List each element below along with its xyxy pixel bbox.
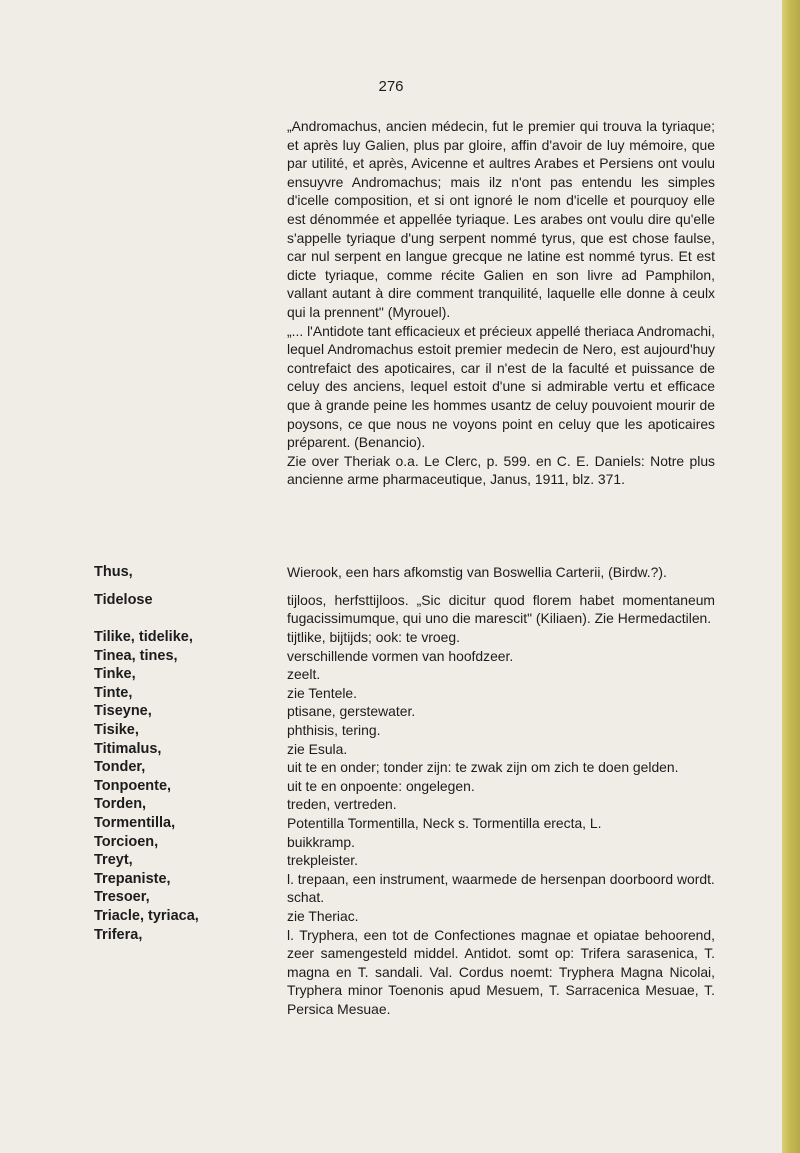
entry-definition: zie Tentele. [287,684,358,701]
entry-definition: Potentilla Tormentilla, Neck s. Tormentilla erecta, L. [287,815,602,832]
glossary-entry [94,591,734,628]
entry-term: Trifera, [94,926,143,943]
entry-term: Torcioen, [94,833,159,850]
glossary-entry [94,795,734,814]
glossary-entry [94,926,734,1019]
entry-term: Triacle, tyriaca, [94,907,199,924]
entry-term: Tidelose [94,591,153,608]
entry-definition: uit te en onpoente: ongelegen. [287,777,475,794]
entry-definition: buikkramp. [287,833,355,850]
entry-definition: zie Theriac. [287,907,359,924]
entry-term: Torden, [94,796,147,813]
entry-term: Tinke, [94,666,136,683]
reference-note: Zie over Theriak o.a. Le Clerc, p. 599. en C. E. Daniels: Notre plus ancienne arme pharmaceutique, Janus, 1911, blz. 371. [287,452,715,488]
entry-definition: zeelt. [287,666,321,683]
entry-term: Treyt, [94,852,133,869]
entry-term: Tinea, tines, [94,647,178,664]
entry-definition: tijloos, herfsttijloos. „Sic dicitur quod florem habet momentaneum fugacissimumque, qui uno die marescit" (Kiliaen). Zie Hermedactilen. [287,591,715,627]
glossary-entry [94,665,734,684]
glossary-entry [94,833,734,852]
glossary-entry [94,563,734,582]
entry-definition: trekpleister. [287,852,359,869]
entry-term: Thus, [94,564,133,580]
page-number: 276 [378,78,404,95]
quote-benancio: „... l'Antidote tant efficacieux et précieux appellé theriaca Andromachi, lequel Andromachus estoit premier medecin de Nero, est aujourd'huy contrefaict des apoticaires, car il n'est de la faculté et puissance de celuy des anciens, lequel estoit d'une si admirable vertu et efficace que à grande peine les hommes usantz de celuy pouvoient mourir de poysons, ce que nous ne voyons point en celuy que les apoticaires préparent. (Benancio). [287,322,715,451]
glossary-entry [94,814,734,833]
glossary-entry [94,758,734,777]
quote-myrouel: „Andromachus, ancien médecin, fut le premier qui trouva la tyriaque; et après luy Galien, plus par gloire, affin d'avoir de luy mémoire, que par utilité, et après, Avicenne et aultres Arabes et Persiens ont voulu ensuyvre Andromachus; mais ilz n'ont pas entendu les simples d'icelle composition, et si ont ignoré le nom d'icelle et pourquoy elle est dénommée et appellée tyriaque. Les arabes ont voulu dire qu'elle s'appelle tyriaque d'ung serpent nommé tyrus, que est chose faulse, car nul serpent en langue grecque ne latine est nommé tyrus. Et est dicte tyriaque, comme récite Galien en son livre ad Pamphilon, vallant autant à dire comment tranquilité, laquelle elle donne à ceulx qui la prennent" (Myrouel). [287,118,715,320]
entry-term: Titimalus, [94,740,162,757]
entry-definition: ptisane, gerstewater. [287,703,416,720]
glossary-entry [94,888,734,907]
entry-definition: phthisis, tering. [287,722,381,739]
entry-term: Tonder, [94,759,146,776]
glossary-entry [94,628,734,647]
page-edge-binding [782,0,800,1153]
entry-definition: zie Esula. [287,740,348,757]
entry-definition: verschillende vormen van hoofdzeer. [287,647,514,664]
entry-term: Tisike, [94,722,139,739]
glossary-entry [94,721,734,740]
entry-definition: schat. [287,889,325,906]
entry-definition: l. Tryphera, een tot de Confectiones magnae et opiatae behoorend, zeer samengesteld middel. Antidot. somt op: Trifera sarasenica, T. magna en T. sandali. Val. Cordus noemt: Tryphera Magna Nicolai, Tryphera minor Toenonis apud Mesuem, T. Sarracenica Mesuae, T. Persica Mesuae. [287,926,715,1017]
glossary-entry [94,647,734,666]
entry-definition: Wierook, een hars afkomstig van Boswellia Carterii, (Birdw.?). [287,564,667,580]
intro-quotations [287,117,715,489]
glossary-entry [94,851,734,870]
glossary-entry [94,702,734,721]
entry-definition: l. trepaan, een instrument, waarmede de hersenpan doorboord wordt. [287,870,715,887]
glossary-entry [94,777,734,796]
entry-term: Tilike, tidelike, [94,629,193,646]
entry-term: Tormentilla, [94,815,176,832]
glossary-entry [94,740,734,759]
entry-term: Tinte, [94,684,133,701]
entry-term: Tresoer, [94,889,150,906]
entry-definition: treden, vertreden. [287,796,397,813]
entry-term: Tiseyne, [94,703,152,720]
glossary-entry [94,907,734,926]
entry-definition: uit te en onder; tonder zijn: te zwak zijn om zich te doen gelden. [287,759,679,776]
glossary-entry [94,684,734,703]
entry-term: Trepaniste, [94,870,171,887]
glossary-entries [94,563,734,1019]
glossary-entry [94,870,734,889]
entry-definition: tijtlike, bijtijds; ook: te vroeg. [287,629,460,646]
entry-term: Tonpoente, [94,777,172,794]
